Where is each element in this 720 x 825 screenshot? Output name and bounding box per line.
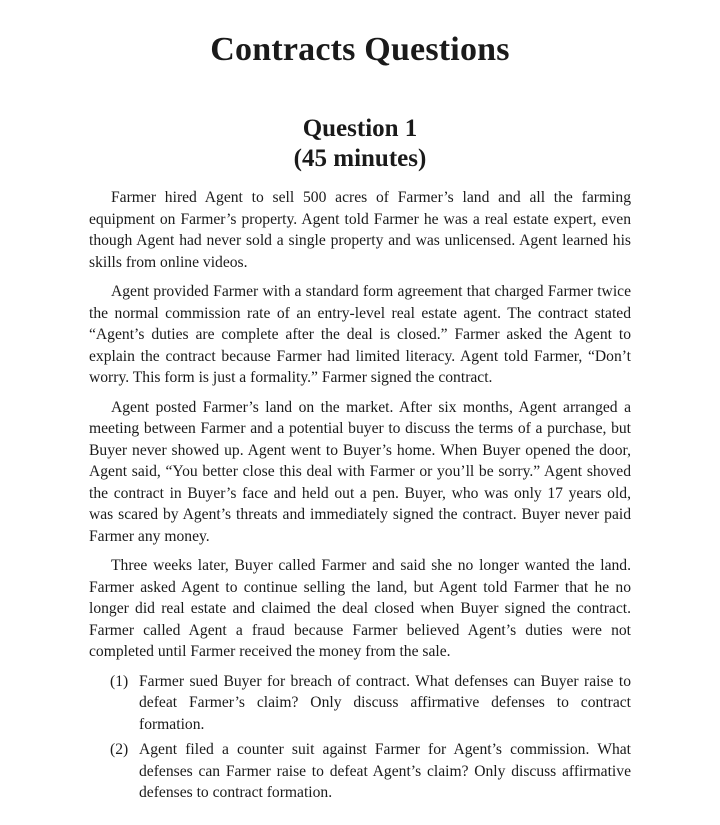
call-of-question-item bbox=[89, 671, 631, 736]
call-of-question-text: Farmer sued Buyer for breach of contract. What defenses can Buyer raise to defeat Farmer’s claim? Only discuss affirmative defenses to contract formation. bbox=[139, 672, 631, 733]
call-of-question-number: (2) bbox=[110, 741, 129, 758]
question-duration: (45 minutes) bbox=[293, 145, 427, 172]
fact-paragraph-3: Agent posted Farmer’s land on the market. After six months, Agent arranged a meeting between Farmer and a potential buyer to discuss the terms of a purchase, but Buyer never showed up. Agent went to Buyer’s home. When Buyer opened the door, Agent said, “You better close this deal with Farmer or you’ll be sorry.” Agent shoved the contract in Buyer’s face and held out a pen. Buyer, who was only 17 years old, was scared by Agent’s threats and immediately signed the contract. Buyer never paid Farmer any money. bbox=[89, 398, 631, 545]
fact-paragraph-1: Farmer hired Agent to sell 500 acres of Farmer’s land and all the farming equipment on Farmer’s property. Agent told Farmer he was a real estate expert, even though Agent had never sold a single property and was unlicensed. Agent learned his skills from online videos. bbox=[89, 189, 631, 271]
call-of-question-list bbox=[89, 671, 631, 804]
fact-paragraph-2: Agent provided Farmer with a standard form agreement that charged Farmer twice the normal commission rate of an entry-level real estate agent. The contract stated “Agent’s duties are complete after the deal is closed.” Farmer asked the Agent to explain the contract because Farmer had limited literacy. Agent told Farmer, “Don’t worry. This form is just a formality.” Farmer signed the contract. bbox=[89, 283, 631, 386]
call-of-question-text: Agent filed a counter suit against Farmer for Agent’s commission. What defenses can Farmer raise to defeat Agent’s claim? Only discuss affirmative defenses to contract formation. bbox=[139, 741, 631, 801]
call-of-question-item bbox=[89, 739, 631, 804]
question-heading: Question 1 bbox=[302, 115, 418, 142]
fact-paragraph-4: Three weeks later, Buyer called Farmer and said she no longer wanted the land. Farmer asked Agent to continue selling the land, but Agent told Farmer that he no longer did real estate and claimed the deal closed when Buyer signed the contract. Farmer called Agent a fraud because Farmer believed Agent’s duties were not completed until Farmer received the money from the sale. bbox=[89, 557, 631, 660]
call-of-question-number: (1) bbox=[110, 672, 129, 690]
question-body bbox=[89, 187, 631, 804]
document-title: Contracts Questions bbox=[210, 31, 510, 68]
